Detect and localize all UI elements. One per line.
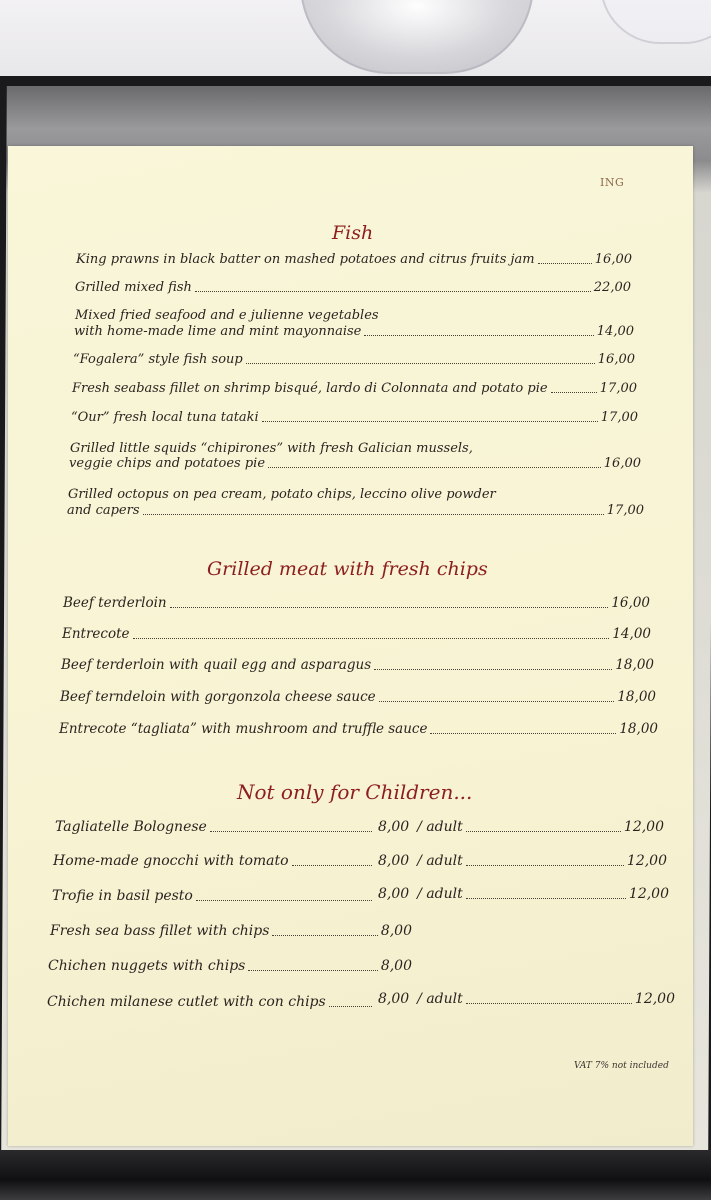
item-price: 18,00 — [619, 721, 658, 737]
item-name: Trofie in basil pesto — [52, 888, 193, 904]
item-price: 14,00 — [612, 626, 651, 642]
item-name-line1: Mixed fried seafood and e julienne vegetables — [75, 308, 379, 323]
dot-leader — [292, 865, 372, 866]
child-price: 8,00 — [378, 819, 410, 835]
item-name-line2: veggie chips and potatoes pie — [69, 456, 266, 471]
menu-item — [60, 689, 656, 705]
dot-leader — [364, 335, 593, 336]
menu-item — [52, 888, 375, 904]
item-name: Entrecote “tagliata” with mushroom and truffle sauce — [59, 721, 428, 737]
item-name: Fresh seabass fillet on shrimp bisqué, lardo di Colonnata and potato pie — [72, 381, 548, 396]
dot-leader — [538, 263, 592, 264]
adult-price: 12,00 — [628, 886, 669, 902]
menu-item — [72, 381, 637, 396]
dot-leader — [551, 392, 597, 393]
item-price: 22,00 — [593, 280, 631, 295]
menu-item — [55, 819, 375, 835]
item-name: Fresh sea bass fillet with chips — [50, 923, 270, 939]
child-price: 8,00 — [378, 991, 410, 1007]
dot-leader — [196, 900, 372, 901]
dot-leader — [268, 467, 601, 468]
menu-item-prices — [378, 886, 669, 902]
item-name: King prawns in black batter on mashed potatoes and citrus fruits jam — [76, 252, 535, 267]
item-name: “Our” fresh local tuna tataki — [71, 410, 259, 425]
dot-leader — [248, 970, 377, 971]
dot-leader — [466, 831, 621, 832]
item-name: Chichen milanese cutlet with con chips — [47, 994, 326, 1010]
item-name: Grilled mixed fish — [75, 280, 192, 295]
item-price: 16,00 — [611, 595, 650, 611]
section-title-children: Not only for Children... — [237, 780, 473, 804]
dot-leader — [329, 1006, 372, 1007]
menu-item — [59, 721, 658, 737]
menu-item — [62, 626, 651, 642]
menu-item — [50, 923, 412, 939]
menu-item — [63, 595, 650, 611]
child-price: 8,00 — [380, 923, 412, 939]
item-name-line2: with home-made lime and mint mayonnaise — [74, 324, 362, 339]
adult-price: 12,00 — [626, 853, 667, 869]
vat-note: VAT 7% not included — [574, 1061, 669, 1071]
menu-item-prices — [378, 991, 675, 1007]
item-price: 17,00 — [600, 410, 638, 425]
adult-price: 12,00 — [623, 819, 664, 835]
child-price: 8,00 — [378, 886, 410, 902]
item-price: 18,00 — [615, 657, 654, 673]
dot-leader — [374, 669, 612, 670]
dot-leader — [379, 701, 615, 702]
item-price: 16,00 — [603, 456, 641, 471]
item-name: Entrecote — [62, 626, 130, 642]
item-name: Beef terderloin with quail egg and asparagus — [61, 657, 372, 673]
menu-item — [53, 853, 375, 869]
dot-leader — [170, 607, 609, 608]
menu-item — [69, 456, 641, 471]
adult-price: 12,00 — [634, 991, 675, 1007]
section-title-fish: Fish — [332, 222, 374, 244]
item-name-line1: Grilled little squids “chipirones” with fresh Galician mussels, — [70, 441, 473, 456]
dot-leader — [272, 935, 377, 936]
child-price: 8,00 — [378, 853, 410, 869]
item-name-line1: Grilled octopus on pea cream, potato chips, leccino olive powder — [68, 487, 496, 502]
dot-leader — [466, 1003, 632, 1004]
dot-leader — [466, 898, 626, 899]
menu-item — [75, 280, 631, 295]
adult-label: / adult — [417, 819, 463, 835]
adult-label: / adult — [417, 886, 463, 902]
item-price: 16,00 — [597, 352, 635, 367]
item-price: 18,00 — [617, 689, 656, 705]
item-name: Beef terndeloin with gorgonzola cheese sauce — [60, 689, 376, 705]
menu-item — [61, 657, 654, 673]
item-name: Chichen nuggets with chips — [48, 958, 246, 974]
dot-leader — [210, 831, 372, 832]
dot-leader — [246, 363, 595, 364]
menu-item — [67, 503, 644, 518]
child-price: 8,00 — [380, 958, 412, 974]
dot-leader — [430, 733, 616, 734]
adult-label: / adult — [417, 991, 463, 1007]
menu-item — [73, 352, 635, 367]
adult-label: / adult — [417, 853, 463, 869]
item-name: Beef terderloin — [63, 595, 167, 611]
item-name: Home-made gnocchi with tomato — [53, 853, 289, 869]
menu-item — [71, 410, 638, 425]
menu-item — [76, 252, 632, 267]
dot-leader — [143, 514, 604, 515]
item-name: Tagliatelle Bolognese — [55, 819, 207, 835]
item-price: 17,00 — [599, 381, 637, 396]
menu-item-prices — [378, 853, 667, 869]
dot-leader — [195, 291, 591, 292]
folder-bottom-edge — [0, 1150, 711, 1200]
item-price: 16,00 — [594, 252, 632, 267]
dot-leader — [466, 865, 624, 866]
item-price: 17,00 — [606, 503, 644, 518]
language-tag: ING — [600, 176, 625, 189]
menu-item — [48, 958, 412, 974]
menu-item — [74, 324, 634, 339]
item-price: 14,00 — [596, 324, 634, 339]
menu-item-prices — [378, 819, 664, 835]
item-name: “Fogalera” style fish soup — [73, 352, 243, 367]
menu-item — [47, 994, 375, 1010]
dot-leader — [262, 421, 598, 422]
dot-leader — [133, 638, 610, 639]
section-title-meat: Grilled meat with fresh chips — [207, 558, 488, 580]
item-name-line2: and capers — [67, 503, 140, 518]
